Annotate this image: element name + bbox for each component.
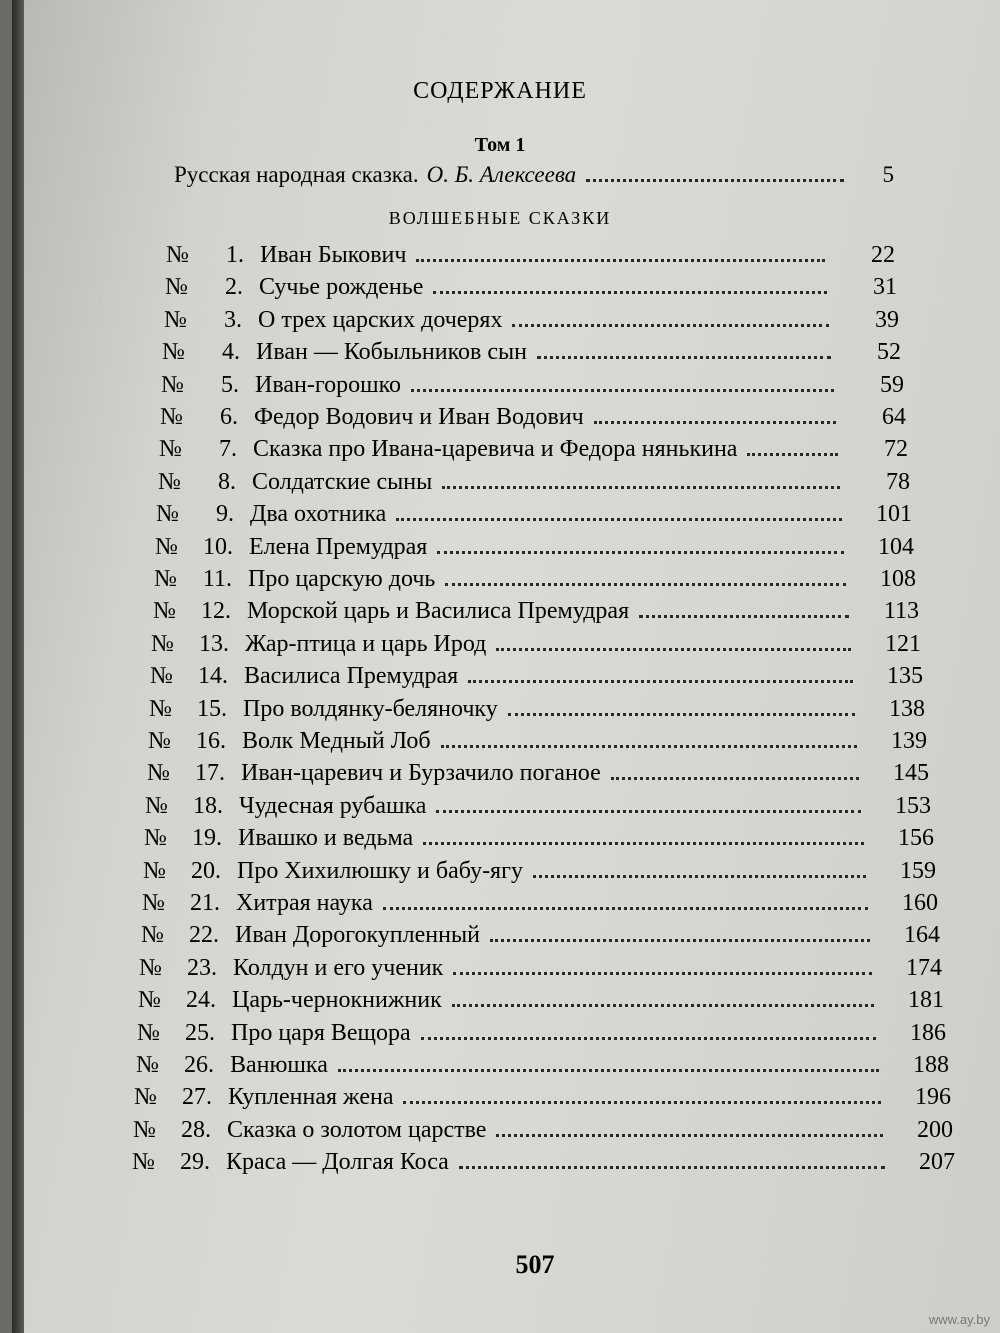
- entry-title: Про Хихилюшку и бабу-ягу: [237, 858, 523, 884]
- entry-title: Про царя Вещора: [231, 1020, 411, 1046]
- number-sign: №: [155, 534, 178, 560]
- entry-title: Василиса Премудрая: [244, 663, 459, 689]
- entry-title: Про царскую дочь: [248, 566, 436, 592]
- dot-leader: [436, 810, 861, 813]
- toc-row: [156, 501, 912, 528]
- entry-number: 21.: [190, 890, 220, 916]
- entry-page: 121: [885, 631, 921, 657]
- intro-page: 5: [882, 162, 894, 187]
- toc-row: [155, 534, 914, 561]
- entry-number: 14.: [198, 663, 228, 689]
- number-sign: №: [139, 955, 162, 981]
- entry-page: 113: [883, 598, 919, 624]
- toc-row: [134, 1084, 951, 1111]
- entry-number: 7.: [219, 436, 237, 462]
- volume-heading: Том 1: [474, 134, 526, 156]
- entry-number: 24.: [186, 987, 216, 1013]
- entry-page: 72: [884, 436, 908, 462]
- dot-leader: [441, 745, 857, 748]
- toc-row: [153, 598, 919, 625]
- entry-page: 22: [871, 242, 895, 268]
- entry-title: Морской царь и Василиса Премудрая: [247, 598, 630, 624]
- number-sign: №: [160, 404, 183, 430]
- number-sign: №: [138, 987, 161, 1013]
- entry-title: Сказка о золотом царстве: [227, 1117, 487, 1143]
- entry-page: 156: [898, 825, 934, 851]
- dot-leader: [508, 713, 855, 716]
- number-sign: №: [151, 631, 174, 657]
- number-sign: №: [147, 760, 170, 786]
- dot-leader: [411, 389, 834, 392]
- dot-leader: [586, 179, 844, 182]
- entry-page: 104: [878, 534, 914, 560]
- dot-leader: [338, 1069, 879, 1072]
- dot-leader: [423, 842, 864, 845]
- entry-page: 135: [887, 663, 923, 689]
- entry-number: 10.: [203, 534, 233, 560]
- entry-title: Про волдянку-беляночку: [243, 696, 498, 722]
- dot-leader: [594, 421, 836, 424]
- entry-number: 17.: [195, 760, 225, 786]
- entry-number: 6.: [220, 404, 238, 430]
- dot-leader: [496, 648, 851, 651]
- entry-title: Чудесная рубашка: [239, 793, 427, 819]
- toc-row: [160, 404, 906, 431]
- entry-title: Ивашко и ведьма: [238, 825, 414, 851]
- dot-leader: [452, 1004, 874, 1007]
- dot-leader: [421, 1037, 876, 1040]
- toc-row: [138, 987, 944, 1014]
- entry-number: 23.: [187, 955, 217, 981]
- intro-entry: [174, 162, 894, 188]
- toc-row: [142, 890, 938, 917]
- number-sign: №: [166, 242, 189, 268]
- entry-page: 101: [876, 501, 912, 527]
- toc-row: [136, 1052, 949, 1079]
- entry-number: 11.: [202, 566, 232, 592]
- entry-title: Сказка про Ивана-царевича и Федора нянькина: [253, 436, 738, 462]
- dot-leader: [490, 939, 870, 942]
- entry-number: 26.: [184, 1052, 214, 1078]
- entry-number: 15.: [197, 696, 227, 722]
- entry-title: Волк Медный Лоб: [242, 728, 431, 754]
- entry-number: 4.: [222, 339, 240, 365]
- toc-row: [161, 372, 904, 399]
- dot-leader: [433, 291, 827, 294]
- entry-page: 64: [882, 404, 906, 430]
- section-heading: ВОЛШЕБНЫЕ СКАЗКИ: [388, 208, 612, 228]
- entry-page: 153: [895, 793, 931, 819]
- entry-title: Иван Быкович: [260, 242, 407, 268]
- number-sign: №: [144, 825, 167, 851]
- entry-number: 2.: [225, 274, 243, 300]
- entry-title: Елена Премудрая: [249, 534, 428, 560]
- entry-title: Ванюшка: [230, 1052, 328, 1078]
- entry-page: 139: [891, 728, 927, 754]
- toc-row: [132, 1149, 955, 1176]
- watermark: www.ay.by: [928, 1312, 990, 1327]
- intro-title: Русская народная сказка.: [174, 162, 419, 187]
- dot-leader: [512, 324, 829, 327]
- toc-row: [166, 242, 895, 269]
- intro-author: О. Б. Алексеева: [426, 162, 577, 187]
- entry-number: 22.: [189, 922, 219, 948]
- number-sign: №: [141, 922, 164, 948]
- dot-leader: [442, 486, 840, 489]
- entry-page: 52: [877, 339, 901, 365]
- number-sign: №: [136, 1052, 159, 1078]
- dot-leader: [437, 551, 844, 554]
- toc-row: [143, 858, 936, 885]
- number-sign: №: [158, 469, 181, 495]
- entry-number: 28.: [181, 1117, 211, 1143]
- entry-title: Иван Дорогокупленный: [235, 922, 480, 948]
- toc-row: [150, 663, 923, 690]
- entry-number: 20.: [191, 858, 221, 884]
- contents-heading: СОДЕРЖАНИЕ: [413, 78, 587, 104]
- entry-page: 186: [910, 1020, 946, 1046]
- number-sign: №: [154, 566, 177, 592]
- number-sign: №: [143, 858, 166, 884]
- entry-title: Иван — Кобыльников сын: [256, 339, 527, 365]
- toc-row: [145, 793, 931, 820]
- entry-page: 145: [893, 760, 929, 786]
- entry-page: 59: [880, 372, 904, 398]
- entry-title: О трех царских дочерях: [258, 307, 503, 333]
- toc-row: [144, 825, 934, 852]
- toc-row: [154, 566, 916, 593]
- entry-number: 18.: [193, 793, 223, 819]
- entry-title: Хитрая наука: [236, 890, 373, 916]
- number-sign: №: [145, 793, 168, 819]
- entry-page: 164: [904, 922, 940, 948]
- toc-row: [141, 922, 940, 949]
- dot-leader: [383, 907, 868, 910]
- dot-leader: [403, 1101, 881, 1104]
- entry-page: 108: [880, 566, 916, 592]
- dot-leader: [396, 518, 842, 521]
- entry-title: Иван-горошко: [255, 372, 402, 398]
- entry-number: 12.: [201, 598, 231, 624]
- number-sign: №: [162, 339, 185, 365]
- dot-leader: [459, 1166, 885, 1169]
- dot-leader: [537, 356, 831, 359]
- number-sign: №: [134, 1084, 157, 1110]
- entry-page: 207: [919, 1149, 955, 1175]
- entry-page: 78: [886, 469, 910, 495]
- entry-page: 188: [913, 1052, 949, 1078]
- entry-number: 5.: [221, 372, 239, 398]
- number-sign: №: [161, 372, 184, 398]
- number-sign: №: [156, 501, 179, 527]
- dot-leader: [639, 615, 849, 618]
- entry-number: 13.: [199, 631, 229, 657]
- entry-title: Сучье рожденье: [259, 274, 424, 300]
- toc-row: [149, 696, 925, 723]
- book-gutter: [12, 0, 24, 1333]
- entry-number: 27.: [182, 1084, 212, 1110]
- entry-page: 181: [908, 987, 944, 1013]
- toc-row: [147, 760, 929, 787]
- entry-title: Краса — Долгая Коса: [226, 1149, 449, 1175]
- entry-title: Жар-птица и царь Ирод: [245, 631, 487, 657]
- entry-page: 200: [917, 1117, 953, 1143]
- entry-title: Купленная жена: [228, 1084, 394, 1110]
- toc-row: [159, 436, 908, 463]
- entry-page: 174: [906, 955, 942, 981]
- number-sign: №: [159, 436, 182, 462]
- number-sign: №: [142, 890, 165, 916]
- entry-page: 159: [900, 858, 936, 884]
- entry-number: 9.: [216, 501, 234, 527]
- number-sign: №: [132, 1149, 155, 1175]
- dot-leader: [445, 583, 846, 586]
- entry-page: 138: [889, 696, 925, 722]
- entry-page: 196: [915, 1084, 951, 1110]
- dot-leader: [611, 777, 859, 780]
- entry-title: Колдун и его ученик: [233, 955, 444, 981]
- entry-number: 1.: [226, 242, 244, 268]
- entry-title: Царь-чернокнижник: [232, 987, 442, 1013]
- dot-leader: [416, 259, 825, 262]
- toc-row: [165, 274, 897, 301]
- entry-title: Иван-царевич и Бурзачило поганое: [241, 760, 601, 786]
- entry-number: 16.: [196, 728, 226, 754]
- entry-title: Федор Водович и Иван Водович: [254, 404, 584, 430]
- dot-leader: [533, 875, 866, 878]
- number-sign: №: [150, 663, 173, 689]
- number-sign: №: [164, 307, 187, 333]
- toc-row: [164, 307, 899, 334]
- toc-row: [137, 1020, 946, 1047]
- number-sign: №: [165, 274, 188, 300]
- number-sign: №: [148, 728, 171, 754]
- dot-leader: [747, 453, 838, 456]
- entry-number: 29.: [180, 1149, 210, 1175]
- entry-title: Два охотника: [250, 501, 387, 527]
- toc-row: [162, 339, 901, 366]
- entry-number: 25.: [185, 1020, 215, 1046]
- entry-page: 160: [902, 890, 938, 916]
- toc-row: [151, 631, 921, 658]
- dot-leader: [496, 1134, 883, 1137]
- entry-number: 19.: [192, 825, 222, 851]
- entry-title: Солдатские сыны: [252, 469, 433, 495]
- number-sign: №: [137, 1020, 160, 1046]
- dot-leader: [468, 680, 853, 683]
- entry-page: 39: [875, 307, 899, 333]
- page-number: 507: [515, 1250, 555, 1279]
- number-sign: №: [149, 696, 172, 722]
- toc-row: [158, 469, 910, 496]
- toc-row: [148, 728, 927, 755]
- number-sign: №: [153, 598, 176, 624]
- toc-row: [133, 1117, 953, 1144]
- toc-row: [139, 955, 942, 982]
- entry-number: 8.: [218, 469, 236, 495]
- number-sign: №: [133, 1117, 156, 1143]
- entry-number: 3.: [224, 307, 242, 333]
- dot-leader: [453, 972, 872, 975]
- entry-page: 31: [873, 274, 897, 300]
